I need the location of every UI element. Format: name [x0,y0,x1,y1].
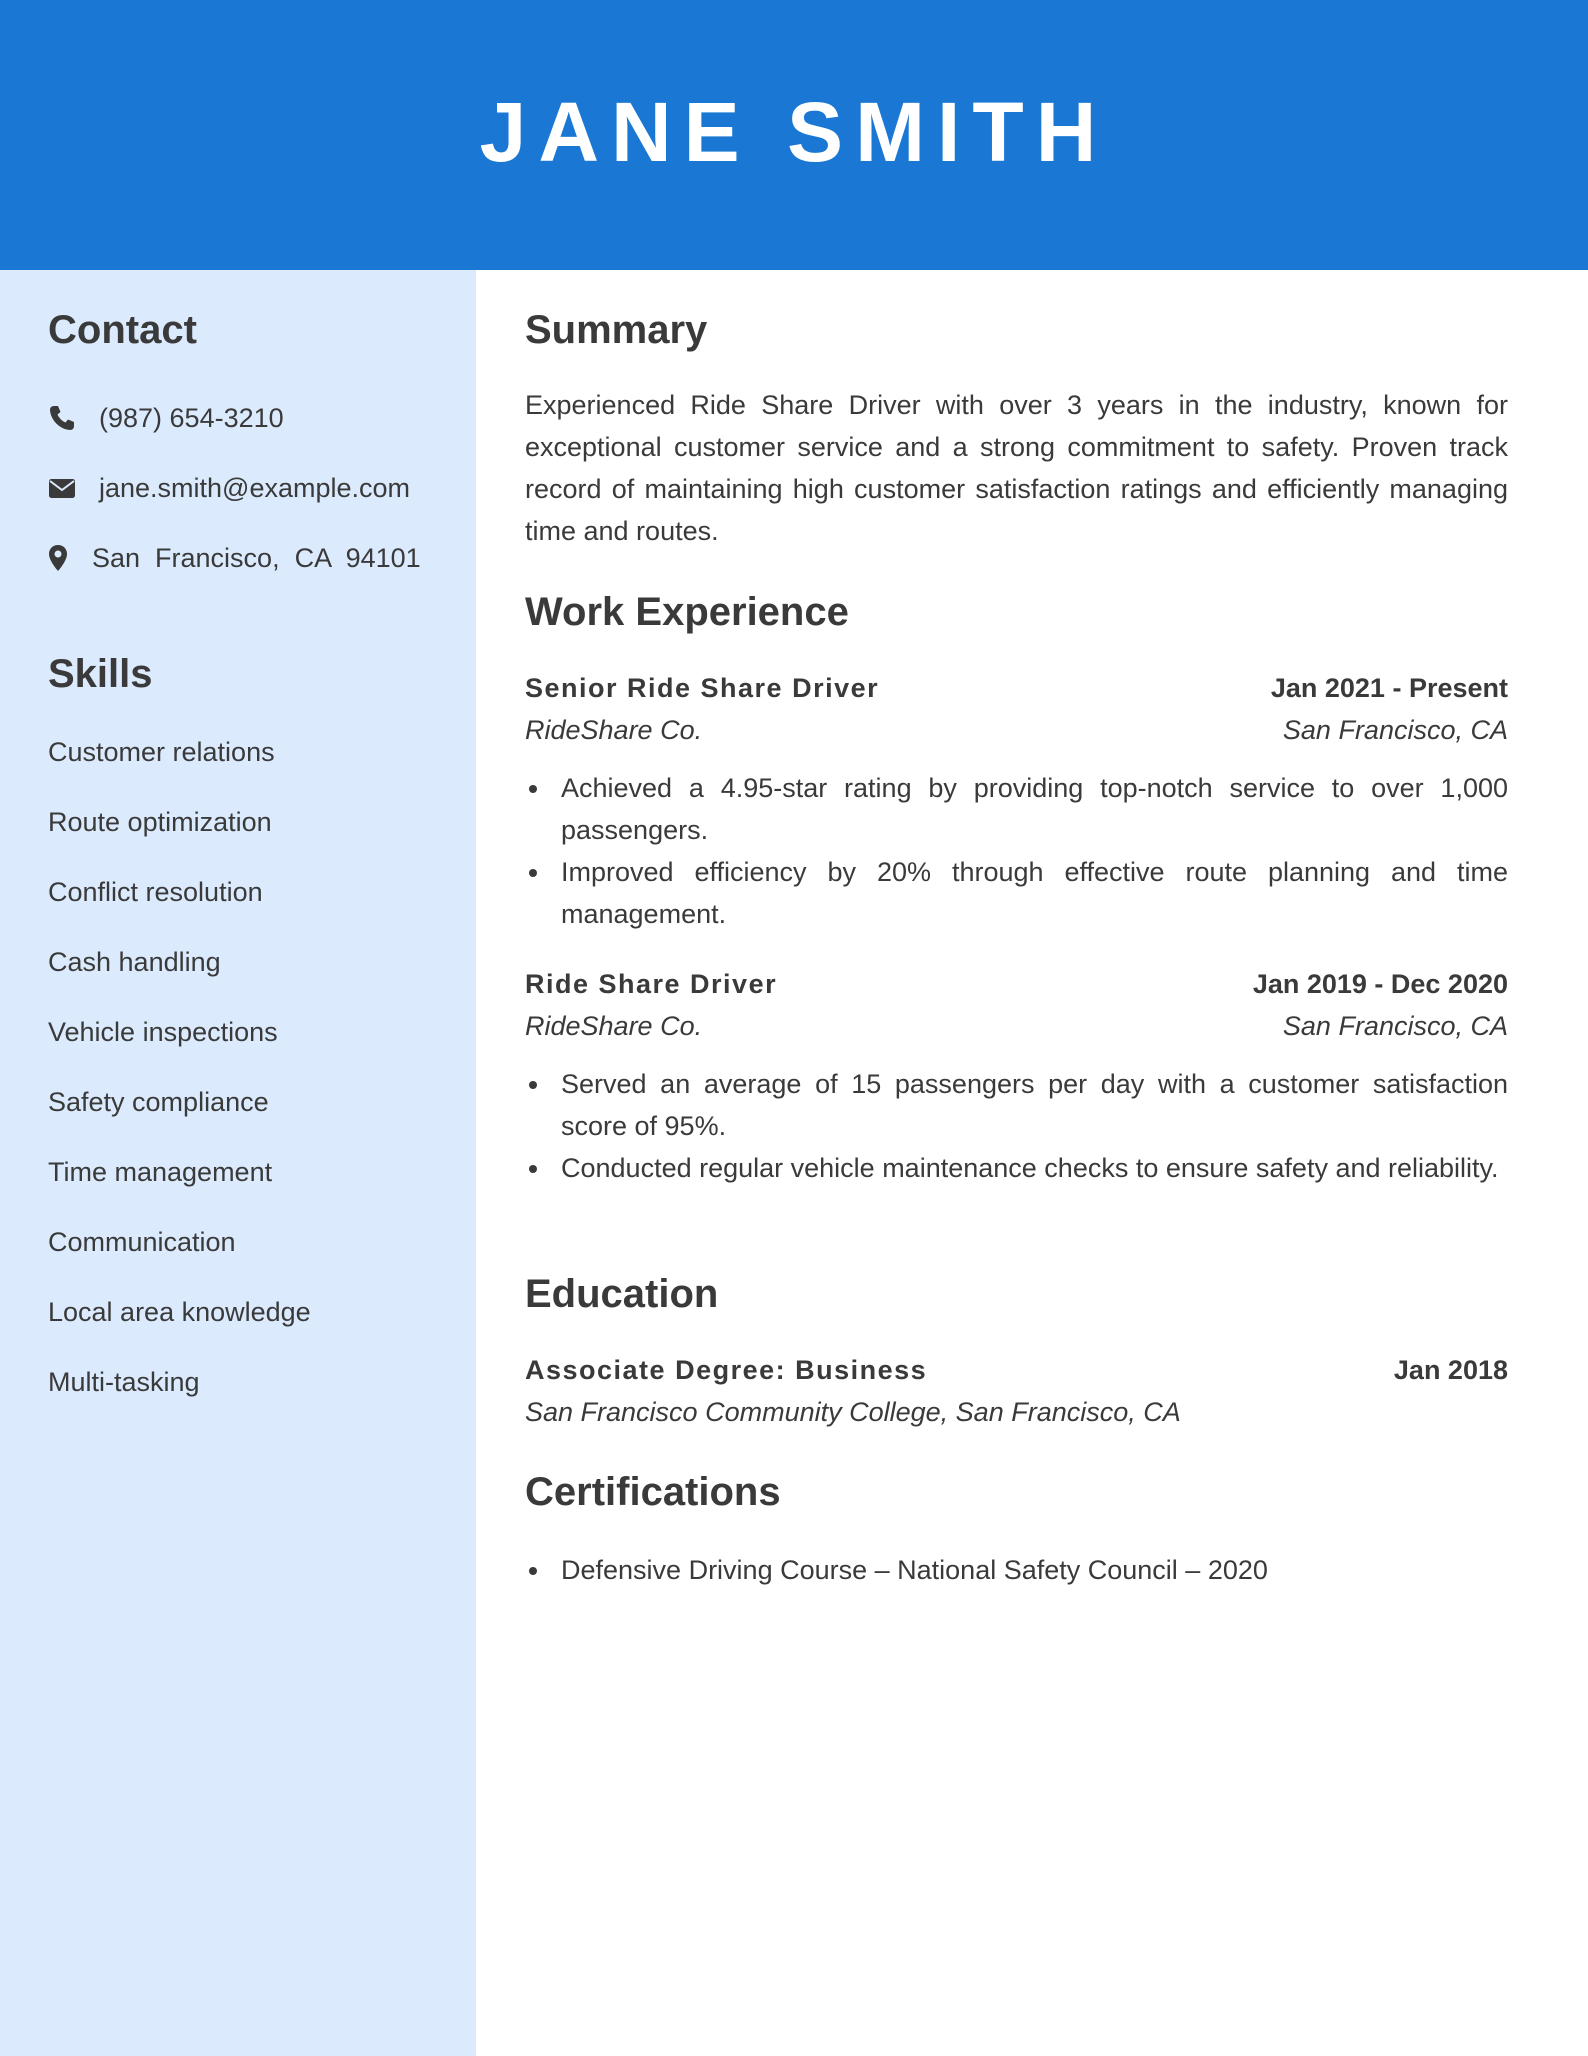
skill-item: Local area knowledge [48,1297,311,1327]
summary-heading: Summary [525,308,708,352]
email-address[interactable]: jane.smith@example.com [99,472,411,503]
contact-location [48,541,421,575]
list-item: Improved efficiency by 20% through effective route planning and time management. [525,851,1508,935]
skill-item: Customer relations [48,737,275,767]
job-header [525,673,1508,704]
list-item: Defensive Driving Course – National Safety Council – 2020 [525,1549,1508,1591]
job-bullets [525,767,1508,935]
school: San Francisco Community College, San Francisco, CA [525,1397,1181,1427]
job-location: San Francisco, CA [1282,715,1508,745]
certifications-list [525,1549,1508,1591]
education-date: Jan 2018 [1393,1355,1508,1385]
sidebar [0,270,476,2056]
job-bullets [525,1063,1508,1189]
job-location: San Francisco, CA [1282,1011,1508,1041]
skill-item: Route optimization [48,807,272,837]
skill-item: Conflict resolution [48,877,263,907]
job-title: Ride Share Driver [525,969,778,999]
skill-item: Communication [48,1227,236,1257]
job-dates: Jan 2019 - Dec 2020 [1252,969,1508,999]
phone-number[interactable]: (987) 654-3210 [99,402,284,433]
education-heading: Education [525,1272,719,1316]
experience-heading: Work Experience [525,590,849,634]
skill-item: Safety compliance [48,1087,269,1117]
job-dates: Jan 2021 - Present [1270,673,1508,703]
skill-item: Multi-tasking [48,1367,200,1397]
map-marker-icon [48,544,68,572]
skill-item: Time management [48,1157,273,1187]
skill-item: Cash handling [48,947,221,977]
education-school-row [525,1397,1508,1428]
job-company: RideShare Co. [525,1011,703,1041]
envelope-icon [48,474,76,502]
education-header [525,1355,1508,1386]
contact-heading: Contact [48,308,197,352]
location: San Francisco, CA 94101 [92,542,421,573]
job-company-row [525,1011,1508,1042]
skill-item: Vehicle inspections [48,1017,278,1047]
job-company-row [525,715,1508,746]
candidate-name: JANE SMITH [479,84,1109,179]
list-item: Conducted regular vehicle maintenance checks to ensure safety and reliability. [525,1147,1508,1189]
contact-phone [48,401,284,435]
list-item: Achieved a 4.95-star rating by providing top-notch service to over 1,000 passengers. [525,767,1508,851]
job-title: Senior Ride Share Driver [525,673,880,703]
job-company: RideShare Co. [525,715,703,745]
list-item: Served an average of 15 passengers per day with a customer satisfaction score of 95%. [525,1063,1508,1147]
contact-email [48,471,410,505]
phone-icon [48,404,76,432]
degree: Associate Degree: Business [525,1355,928,1385]
certifications-heading: Certifications [525,1470,781,1514]
job-header [525,969,1508,1000]
summary-text: Experienced Ride Share Driver with over 3 years in the industry, known for exceptional customer service and a strong commitment to safety. Proven track record of maintaining high customer satisfaction ratings and efficiently managing time and routes. [525,390,1508,546]
header-banner [0,0,1588,270]
skills-heading: Skills [48,652,153,696]
